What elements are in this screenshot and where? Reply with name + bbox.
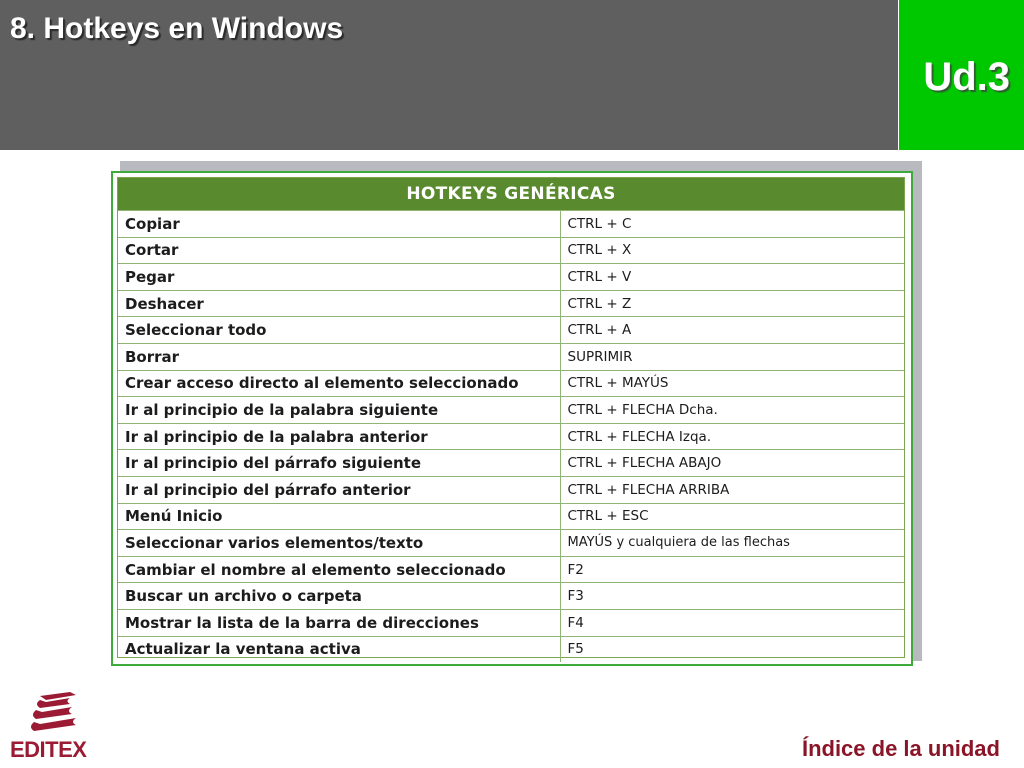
table-row: [118, 609, 904, 636]
hotkeys-table-frame: [111, 171, 913, 666]
row-action-cell: Menú Inicio: [118, 503, 560, 530]
table-row: [118, 317, 904, 344]
hotkeys-table: [118, 178, 904, 662]
unit-label: Ud.3: [923, 55, 1010, 99]
table-row: [118, 370, 904, 397]
table-row: [118, 343, 904, 370]
table-row: [118, 476, 904, 503]
table-row: [118, 530, 904, 557]
row-action-cell: Cambiar el nombre al elemento seleccionado: [118, 556, 560, 583]
header-band: [0, 0, 898, 150]
table-row: [118, 583, 904, 610]
row-hotkey-cell: CTRL + C: [560, 211, 904, 238]
row-hotkey-cell: CTRL + FLECHA Dcha.: [560, 397, 904, 424]
row-action-cell: Ir al principio de la palabra anterior: [118, 423, 560, 450]
row-hotkey-cell: CTRL + FLECHA Izqa.: [560, 423, 904, 450]
row-action-cell: Borrar: [118, 343, 560, 370]
row-hotkey-cell: CTRL + Z: [560, 290, 904, 317]
table-header-row: [118, 178, 904, 211]
unit-index-link[interactable]: Índice de la unidad: [801, 736, 1000, 761]
row-hotkey-cell: F2: [560, 556, 904, 583]
editex-books-logo-icon: [31, 692, 76, 731]
row-action-cell: Copiar: [118, 211, 560, 238]
row-action-cell: Buscar un archivo o carpeta: [118, 583, 560, 610]
row-hotkey-cell: SUPRIMIR: [560, 343, 904, 370]
table-row: [118, 503, 904, 530]
row-hotkey-cell: F4: [560, 609, 904, 636]
editex-logo: [10, 692, 110, 762]
table-row: [118, 237, 904, 264]
table-row: [118, 397, 904, 424]
table-row: [118, 636, 904, 662]
row-hotkey-cell: CTRL + FLECHA ARRIBA: [560, 476, 904, 503]
row-hotkey-cell: MAYÚS y cualquiera de las flechas: [560, 530, 904, 557]
row-hotkey-cell: F5: [560, 636, 904, 662]
table-row: [118, 556, 904, 583]
table-row: [118, 450, 904, 477]
table-row: [118, 211, 904, 238]
row-action-cell: Mostrar la lista de la barra de direcciones: [118, 609, 560, 636]
row-hotkey-cell: CTRL + MAYÚS: [560, 370, 904, 397]
slide-title: 8. Hotkeys en Windows: [10, 12, 344, 45]
row-action-cell: Seleccionar todo: [118, 317, 560, 344]
row-hotkey-cell: CTRL + X: [560, 237, 904, 264]
row-hotkey-cell: F3: [560, 583, 904, 610]
row-action-cell: Ir al principio de la palabra siguiente: [118, 397, 560, 424]
row-action-cell: Pegar: [118, 264, 560, 291]
row-action-cell: Actualizar la ventana activa: [118, 636, 560, 662]
unit-badge: [899, 0, 1024, 150]
table-body: [118, 211, 904, 663]
table-row: [118, 290, 904, 317]
row-hotkey-cell: CTRL + V: [560, 264, 904, 291]
row-hotkey-cell: CTRL + A: [560, 317, 904, 344]
row-hotkey-cell: CTRL + FLECHA ABAJO: [560, 450, 904, 477]
table-heading: HOTKEYS GENÉRICAS: [118, 178, 904, 211]
row-action-cell: Deshacer: [118, 290, 560, 317]
editex-logo-text: EDITEX: [10, 737, 87, 762]
table-row: [118, 423, 904, 450]
hotkeys-table-panel: [117, 177, 905, 658]
row-hotkey-cell: CTRL + ESC: [560, 503, 904, 530]
row-action-cell: Ir al principio del párrafo anterior: [118, 476, 560, 503]
row-action-cell: Cortar: [118, 237, 560, 264]
row-action-cell: Seleccionar varios elementos/texto: [118, 530, 560, 557]
row-action-cell: Crear acceso directo al elemento seleccionado: [118, 370, 560, 397]
row-action-cell: Ir al principio del párrafo siguiente: [118, 450, 560, 477]
table-row: [118, 264, 904, 291]
